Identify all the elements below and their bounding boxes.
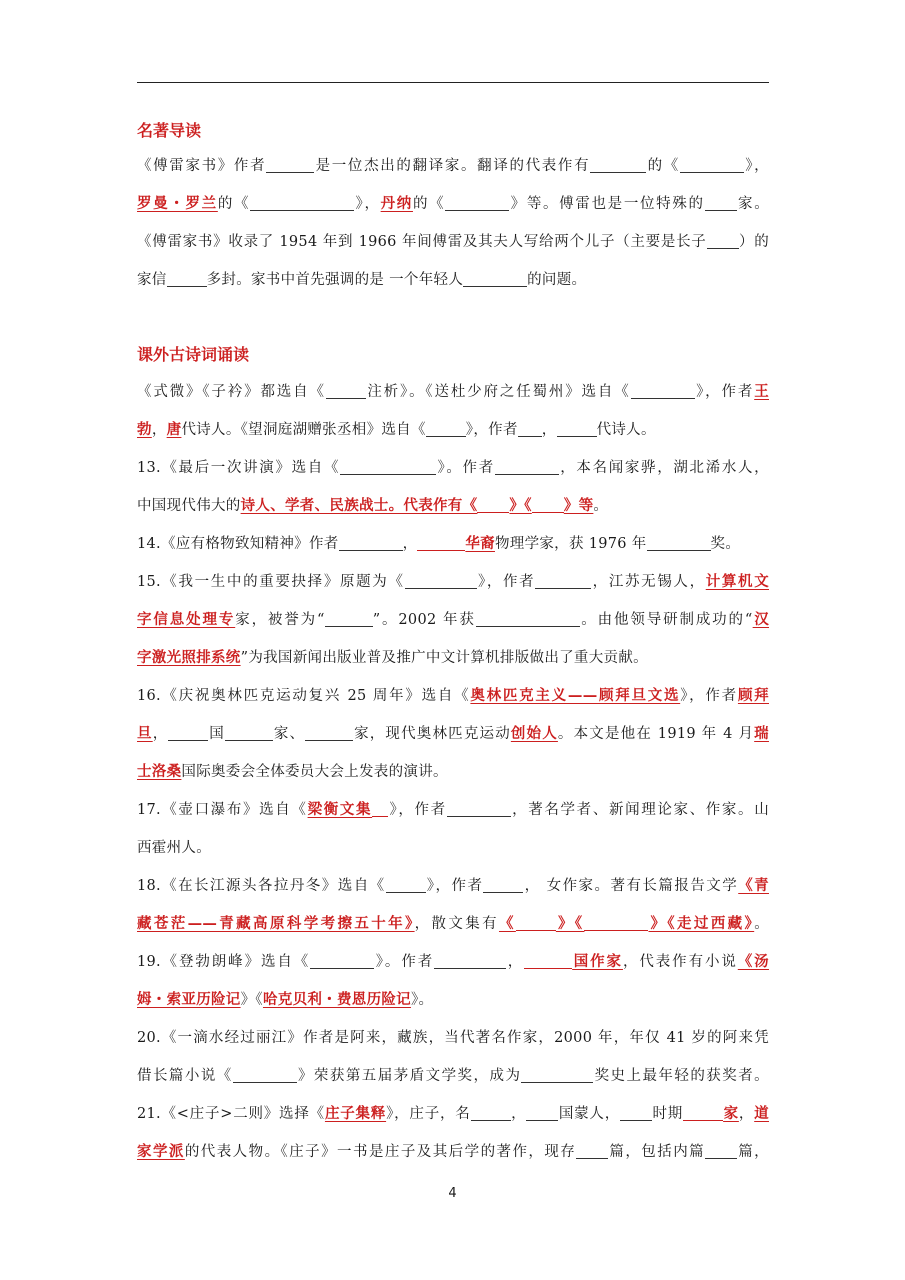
text-line xyxy=(137,495,769,517)
text: 》，作者 xyxy=(694,384,755,400)
fill-blank[interactable] xyxy=(340,458,436,475)
text-line xyxy=(137,1065,769,1087)
text: 。 xyxy=(754,916,769,932)
text: 篇，包括内篇 xyxy=(608,1144,706,1160)
text: 》， xyxy=(354,196,381,212)
fill-blank[interactable] xyxy=(372,800,388,817)
text: 代诗人。《望洞庭湖赠张丞相》选自《 xyxy=(181,422,426,438)
text: 国际奥委会全体委员大会上发表的演讲。 xyxy=(181,764,448,780)
text: ， xyxy=(510,1106,527,1122)
text: 代诗人。 xyxy=(596,422,656,438)
answer-text: 瑞 xyxy=(754,726,769,742)
answer-text: 顾拜 xyxy=(737,688,769,704)
text: 》。 xyxy=(410,992,434,1008)
text: 》，作者 xyxy=(465,422,518,438)
text: 家信 xyxy=(137,272,167,288)
text-line xyxy=(137,571,769,593)
text: 》， xyxy=(743,158,769,174)
fill-blank[interactable] xyxy=(477,496,509,513)
text-line xyxy=(137,419,769,441)
text: 时期 xyxy=(652,1106,684,1122)
fill-blank[interactable] xyxy=(326,382,366,399)
fill-blank[interactable] xyxy=(516,914,556,931)
text: 》《 xyxy=(240,992,263,1008)
answer-text: 梁衡文集 xyxy=(307,802,373,818)
text: 西霍州人。 xyxy=(137,840,211,856)
text: 多封。家书中首先强调的是 一个年轻人 xyxy=(206,272,464,288)
fill-blank[interactable] xyxy=(526,1104,558,1121)
fill-blank[interactable] xyxy=(518,420,542,437)
text-line xyxy=(137,875,769,897)
text-line xyxy=(137,269,769,291)
text-line xyxy=(137,1103,769,1125)
text: ， xyxy=(506,954,525,970)
text: 17.《壶口瀑布》选自《 xyxy=(137,802,308,818)
answer-text: 》《走过西藏》 xyxy=(648,916,755,932)
fill-blank[interactable] xyxy=(233,1066,297,1083)
text: 国 xyxy=(208,726,225,742)
text-line xyxy=(137,799,769,821)
text: 》，作者 xyxy=(425,878,484,894)
fill-blank[interactable] xyxy=(521,1066,593,1083)
text: 18.《在长江源头各拉丹冬》选自《 xyxy=(137,878,386,894)
answer-text: 唐 xyxy=(166,422,182,438)
text: 》，作者 xyxy=(388,802,447,818)
text: 。 xyxy=(593,498,609,514)
answer-text: 华裔 xyxy=(465,536,495,552)
fill-blank[interactable] xyxy=(339,534,403,551)
text: 》，作者 xyxy=(680,688,738,704)
fill-blank[interactable] xyxy=(310,952,374,969)
text: ”。2002 年获 xyxy=(372,612,476,628)
text: 。由他领导研制成功的“ xyxy=(579,612,753,628)
fill-blank[interactable] xyxy=(647,534,711,551)
answer-text: 字激光照排系统 xyxy=(137,650,241,666)
fill-blank[interactable] xyxy=(576,1142,608,1159)
fill-blank[interactable] xyxy=(705,1142,737,1159)
fill-blank[interactable] xyxy=(168,724,208,741)
answer-text: 》等 xyxy=(563,498,594,514)
text: 》。作者 xyxy=(374,954,435,970)
text: 》，庄子，名 xyxy=(386,1106,471,1122)
text: ”为我国新闻出版业普及推广中文计算机排版做出了重大贡献。 xyxy=(240,650,648,666)
answer-text: 道 xyxy=(754,1106,769,1122)
answer-text: 国作家 xyxy=(572,954,623,970)
text-line xyxy=(137,647,769,669)
text: 是一位杰出的翻译家。翻译的代表作有 xyxy=(314,158,591,174)
text: 物理学家，获 1976 年 xyxy=(494,536,647,552)
answer-text: 勃 xyxy=(137,422,152,438)
answer-text: 姆・索亚历险记 xyxy=(137,992,241,1008)
fill-blank[interactable] xyxy=(707,232,739,249)
text: 的《 xyxy=(646,158,680,174)
fill-blank[interactable] xyxy=(434,952,506,969)
fill-blank[interactable] xyxy=(325,610,373,627)
section-heading-poetry: 课外古诗词诵读 xyxy=(137,345,250,364)
header-rule xyxy=(137,82,769,83)
text-line xyxy=(137,231,769,253)
fill-blank[interactable] xyxy=(705,194,737,211)
text: ， 女作家。著有长篇报告文学 xyxy=(523,878,739,894)
text: 》荣获第五届茅盾文学奖，成为 xyxy=(296,1068,522,1084)
fill-blank[interactable] xyxy=(445,194,509,211)
fill-blank[interactable] xyxy=(426,420,466,437)
text: ， xyxy=(151,422,167,438)
answer-text: 旦 xyxy=(137,726,153,742)
answer-text: 《青 xyxy=(738,878,769,894)
fill-blank[interactable] xyxy=(584,914,648,931)
text: 21.《<庄子>二则》选择《 xyxy=(137,1106,325,1122)
text-line xyxy=(137,723,769,745)
text: 《傅雷家书》收录了 1954 年到 1966 年间傅雷及其夫人写给两个儿子（主要是长子 xyxy=(137,234,707,250)
text: 注析》。《送杜少府之任蜀州》选自《 xyxy=(365,384,631,400)
text-line xyxy=(137,1027,769,1049)
text: 《式微》《子衿》都选自《 xyxy=(137,384,326,400)
text: 家，被誉为“ xyxy=(235,612,325,628)
text: ， xyxy=(402,536,418,552)
fill-blank[interactable] xyxy=(557,420,597,437)
answer-text: 罗曼・罗兰 xyxy=(137,196,218,212)
fill-blank[interactable] xyxy=(532,496,564,513)
fill-blank[interactable] xyxy=(680,156,744,173)
text: 家，现代奥林匹克运动 xyxy=(353,726,511,742)
page-number: 4 xyxy=(448,1186,457,1201)
text: 13.《最后一次讲演》选自《 xyxy=(137,460,341,476)
answer-text: 丹纳 xyxy=(380,196,413,212)
text: 奖。 xyxy=(710,536,741,552)
fill-blank[interactable] xyxy=(631,382,695,399)
text-line xyxy=(137,685,769,707)
fill-blank[interactable] xyxy=(590,156,646,173)
fill-blank[interactable] xyxy=(405,572,477,589)
answer-text: 创始人 xyxy=(510,726,558,742)
text: 国蒙人， xyxy=(558,1106,621,1122)
text: 19.《登勃朗峰》选自《 xyxy=(137,954,311,970)
text: 家。 xyxy=(736,196,770,212)
text: 14.《应有格物致知精神》作者 xyxy=(137,536,339,552)
text: ，本名闻家骅，湖北浠水人， xyxy=(558,460,769,476)
text: 借长篇小说《 xyxy=(137,1068,233,1084)
text: 篇， xyxy=(737,1144,769,1160)
text-line xyxy=(137,155,769,177)
text-line xyxy=(137,381,769,403)
text: 16.《庆祝奥林匹克运动复兴 25 周年》选自《 xyxy=(137,688,471,704)
answer-text: 庄子集释 xyxy=(324,1106,387,1122)
text-line xyxy=(137,533,769,555)
text: 的问题。 xyxy=(527,272,587,288)
text: 20.《一滴水经过丽江》作者是阿来，藏族，当代著名作家，2000 年，年仅 41 岁的阿来凭 xyxy=(137,1030,769,1046)
fill-blank[interactable] xyxy=(417,534,465,551)
text: 中国现代伟大的 xyxy=(137,498,241,514)
text: ，散文集有 xyxy=(414,916,499,932)
fill-blank[interactable] xyxy=(483,876,523,893)
fill-blank[interactable] xyxy=(447,800,511,817)
answer-text: 奥林匹克主义——顾拜旦文选 xyxy=(470,688,681,704)
text: ）的 xyxy=(738,234,769,250)
text: ，著名学者、新闻理论家、作家。山 xyxy=(510,802,770,818)
answer-text: 士洛桑 xyxy=(137,764,182,780)
text: ，江苏无锡人， xyxy=(591,574,706,590)
text: 。本文是他在 1919 年 4 月 xyxy=(557,726,755,742)
text-line xyxy=(137,989,769,1011)
fill-blank[interactable] xyxy=(535,572,591,589)
fill-blank[interactable] xyxy=(463,270,527,287)
text-line xyxy=(137,761,769,783)
text: ，代表作有小说 xyxy=(622,954,738,970)
text-line xyxy=(137,837,769,859)
section-heading-classics: 名著导读 xyxy=(137,121,202,140)
answer-text: 《汤 xyxy=(737,954,769,970)
text: 家、 xyxy=(272,726,306,742)
text: 15.《我一生中的重要抉择》原题为《 xyxy=(137,574,405,590)
text: 》。作者 xyxy=(436,460,495,476)
text: ， xyxy=(152,726,169,742)
fill-blank[interactable] xyxy=(495,458,559,475)
fill-blank[interactable] xyxy=(683,1104,723,1121)
fill-blank[interactable] xyxy=(524,952,572,969)
answer-text: 》《 xyxy=(555,916,585,932)
answer-text: 诗人、学者、民族战士。代表作有《 xyxy=(240,498,478,514)
text-line xyxy=(137,193,769,215)
answer-text: 家 xyxy=(723,1106,739,1122)
fill-blank[interactable] xyxy=(266,156,314,173)
fill-blank[interactable] xyxy=(620,1104,652,1121)
text-line xyxy=(137,1141,769,1163)
fill-blank[interactable] xyxy=(305,724,353,741)
text: 奖史上最年轻的获奖者。 xyxy=(593,1068,769,1084)
answer-text: 字信息处理专 xyxy=(137,612,236,628)
text: 的代表人物。《庄子》一书是庄子及其后学的著作，现存 xyxy=(184,1144,577,1160)
text: 的《 xyxy=(412,196,446,212)
answer-text: 哈克贝利・费恩历险记 xyxy=(262,992,411,1008)
text-line xyxy=(137,913,769,935)
text: 》，作者 xyxy=(476,574,536,590)
answer-text: 藏苍茫——青藏高原科学考擦五十年》 xyxy=(137,916,415,932)
answer-text: 》《 xyxy=(509,498,532,514)
text: ， xyxy=(738,1106,755,1122)
answer-text: 计算机文 xyxy=(705,574,769,590)
answer-text: 家学派 xyxy=(137,1144,185,1160)
text: 》等。傅雷也是一位特殊的 xyxy=(509,196,705,212)
text-line xyxy=(137,457,769,479)
text-line xyxy=(137,951,769,973)
fill-blank[interactable] xyxy=(250,194,354,211)
answer-text: 《 xyxy=(498,916,516,932)
fill-blank[interactable] xyxy=(471,1104,511,1121)
fill-blank[interactable] xyxy=(476,610,580,627)
text-line xyxy=(137,609,769,631)
answer-text: 汉 xyxy=(752,612,770,628)
text: 的《 xyxy=(217,196,251,212)
fill-blank[interactable] xyxy=(225,724,273,741)
fill-blank[interactable] xyxy=(386,876,426,893)
text: 《傅雷家书》作者 xyxy=(137,158,267,174)
text: ， xyxy=(541,422,557,438)
answer-text: 王 xyxy=(754,384,769,400)
fill-blank[interactable] xyxy=(167,270,207,287)
